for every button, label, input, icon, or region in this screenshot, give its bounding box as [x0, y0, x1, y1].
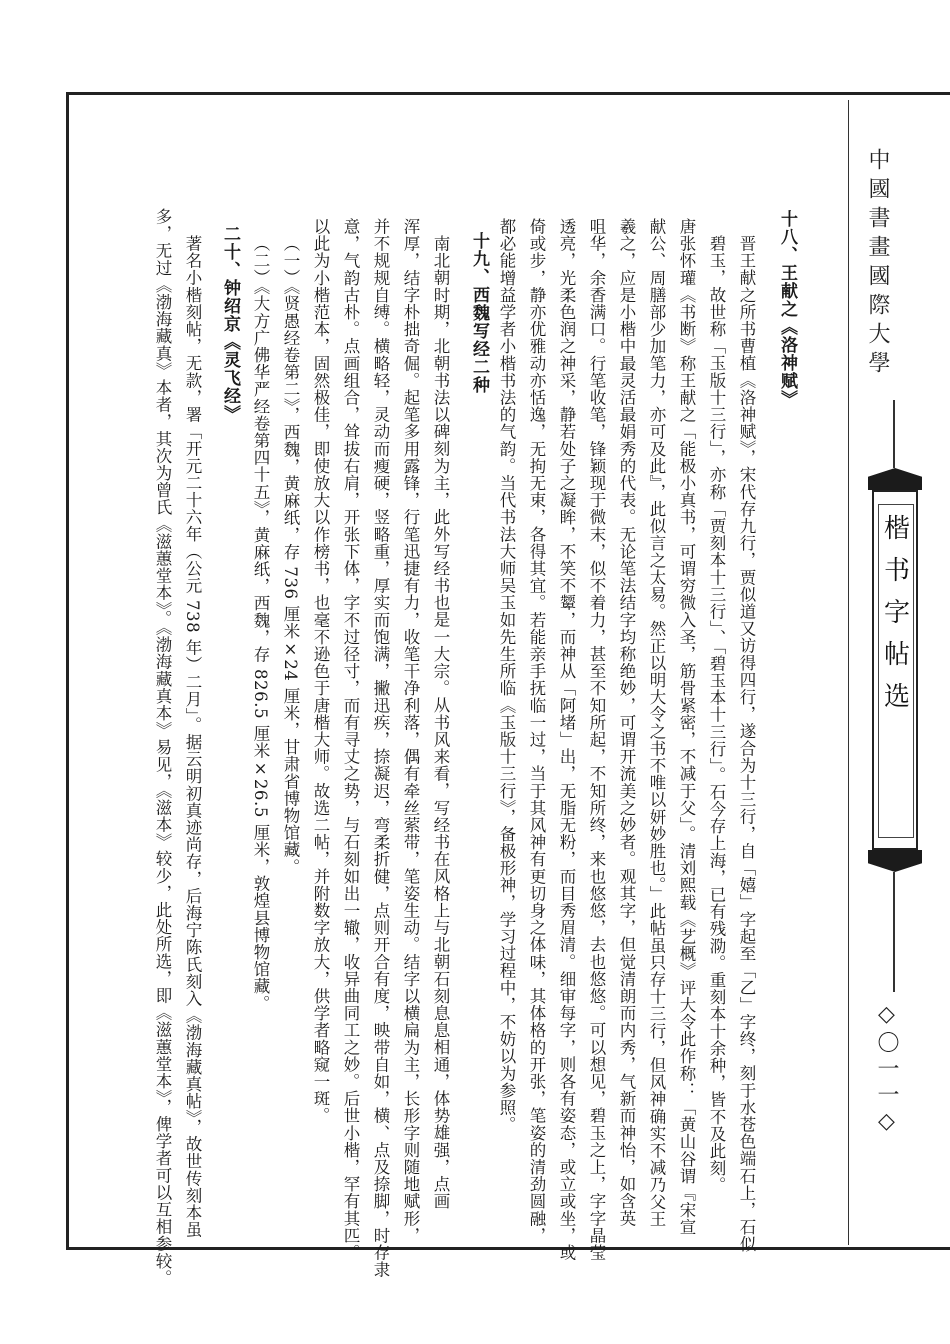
sidebar-line-bottom	[893, 872, 895, 992]
text-column: 献公、周膳部少加笔力，亦可及此』，此似言之太易。然正以明大令之书不唯以妍妙胜也。」此帖虽只存十三行，但风神确实不减乃父王	[647, 218, 666, 1228]
section-heading: 十八、王献之《洛神赋》	[777, 210, 797, 408]
page-number: ◇〇一一◇	[874, 1002, 899, 1138]
text-column: 碧玉，故世称「玉版十三行」，亦称「贾刻本十三行」、「碧玉本十三行」。石今存上海，已有残泐。重刻本十余种，皆不及此刻。	[707, 235, 726, 1194]
section-heading: 十九、西魏写经二种	[469, 232, 489, 394]
text-column: 倚或步，静亦优雅动亦恬逸，无拘无束，各得其宜。若能亲手抚临一过，当于其风神有更切身之体味，其体格的开张，笔姿的清劲圆融，	[527, 218, 546, 1244]
text-column: 浑厚，结字朴拙奇倔。起笔多用露锋，行笔迅捷有力，收笔干净利落，偶有牵丝萦带，笔姿生动。结字以横扁为主，长形字则随地赋形，	[401, 218, 420, 1244]
text-column: 意，气韵古朴。点画组合，耸拔右肩，开张下体，字不过径寸，而有寻丈之势，与石刻如出一辙，收异曲同工之妙。后世小楷，罕有其匹。	[341, 218, 360, 1262]
text-column: 羲之，应是小楷中最灵活最娟秀的代表。无论笔法结字均称绝妙，可谓开流美之妙者。观其字，但觉清朗而内秀，气新而神怡，如含英	[617, 218, 636, 1227]
text-column: 咀华，余香满口。行笔收笔，锋颖现于微末，似不着力，甚至不知所起，不知所终，来也悠悠，去也悠悠。可以想见，碧玉之上，字字晶莹	[587, 218, 606, 1262]
text-column: 多，无过《渤海藏真》本者，其次为曾氏《滋蕙堂本》。《渤海藏真本》易见，《滋本》较少，此处所选，即《滋蕙堂本》，俾学者可以互相参较。	[153, 208, 172, 1287]
text-column: 透亮，光柔色润之神采，静若处子之凝眸，不笑不颦，而神从「阿堵」出，无脂无粉，而目秀眉清。细审每字，则各有姿态，或立或坐，或	[557, 218, 576, 1262]
series-title: 中國書畫國際大學	[865, 148, 890, 380]
sidebar-divider	[848, 100, 849, 1245]
text-column: 南北朝时期，北朝书法以碑刻为主，此外写经书也是一大宗。从书风来看，写经书在风格上与北朝石刻息息相通，体势雄强，点画	[431, 235, 450, 1210]
section-heading: 二十、钟绍京《灵飞经》	[220, 225, 240, 423]
text-column: 以此为小楷范本，固然极佳，即使放大以作榜书，也毫不逊色于唐楷大师。故选二帖，并附数字放大，供学者略窥一斑。	[311, 218, 330, 1125]
book-title-box	[872, 490, 918, 850]
text-column: 并不规规自缚。横略轻，灵动而瘦硬，竖略重，厚实而饱满，撇迅疾，捺凝迟，弯柔折健，点则开合有度，映带自如，横、点及捺脚，时存隶	[371, 218, 390, 1279]
text-column: 晋王献之所书曹植《洛神赋》，宋代存九行，贾似道又访得四行，遂合为十三行，自「嬉」字起至「乙」字终，刻于水苍色端石上，石似	[737, 235, 756, 1253]
text-column: （二）《大方广佛华严经卷第四十五》，黄麻纸，西魏，存 826.5 厘米×26.5 厘米，敦煌县博物馆藏。	[251, 235, 270, 1012]
text-column: （一）《贤愚经卷第二》，西魏，黄麻纸，存 736 厘米×24 厘米，甘肃省博物馆藏。	[281, 235, 300, 876]
book-title: 楷书字帖选	[879, 514, 910, 724]
text-column: 著名小楷刻帖，无款，署「开元二十六年（公元 738 年）二月」。据云明初真迹尚存，后海宁陈氏刻入《渤海藏真帖》，故世传刻本虽	[183, 235, 202, 1239]
text-column: 都必能增益学者小楷书法的气韵。当代书法大师吴玉如先生所临《玉版十三行》，备极形神，学习过程中，不妨以为参照。	[497, 218, 516, 1134]
sidebar-line-top	[893, 400, 895, 468]
text-column: 唐张怀瓘《书断》称王献之「能极小真书，可谓穷微入圣，筋骨紧密，不减于父」。清刘熙载《艺概》评大令此作称：「黄山谷谓『宋宣	[677, 218, 696, 1236]
